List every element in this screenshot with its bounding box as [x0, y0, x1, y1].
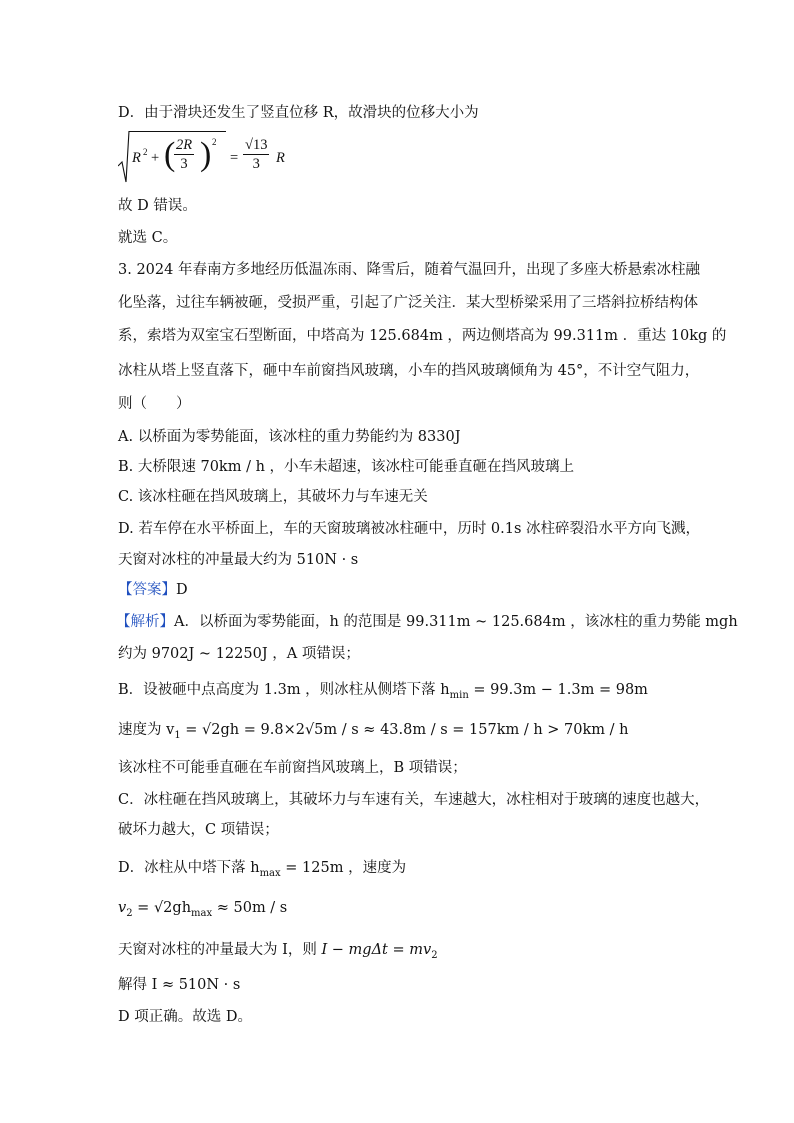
answer-label: 【答案】 [118, 582, 176, 598]
analysis-b1: B．设被砸中点高度为 1.3m ，则冰柱从侧塔下落 h [118, 682, 450, 698]
formula-rhs-fraction [243, 136, 269, 173]
formula-equals: = [230, 150, 239, 166]
analysis-d-line-5: D 项正确。故选 D。 [118, 1009, 252, 1025]
analysis-b-line-1 [118, 680, 648, 706]
option-c: C. 该冰柱砸在挡风玻璃上，其破坏力与车速无关 [118, 489, 428, 505]
analysis-d2-eq: = √2gh [132, 900, 192, 916]
option-a: A. 以桥面为零势能面，该冰柱的重力势能约为 8330J [118, 429, 461, 445]
question-line-3: 系，索塔为双室宝石型断面，中塔高为 125.684m ，两边侧塔高为 99.311m ．重达 10kg 的 [118, 328, 727, 344]
analysis-b2-pre: 速度为 v [118, 722, 175, 738]
formula-lparen: ( [164, 136, 176, 173]
analysis-d2-tail: ≈ 50m / s [212, 900, 288, 916]
formula-fraction-den: 3 [180, 156, 188, 172]
analysis-d1-tail: = 125m ，速度为 [280, 860, 407, 876]
analysis-a-line-2: 约为 9702J ~ 12250J ，A 项错误； [118, 646, 360, 662]
analysis-c-line-2: 破坏力越大，C 项错误； [118, 822, 279, 838]
prev-choose: 就选 C。 [118, 230, 178, 246]
analysis-d3-eq: I − mgΔt = mv [321, 942, 432, 958]
radical-sign [118, 130, 130, 184]
option-b: B. 大桥限速 70km / h ，小车未超速，该冰柱可能垂直砸在挡风玻璃上 [118, 459, 575, 475]
analysis-d3-sub: 2 [431, 949, 438, 961]
formula-exp-b: 2 [212, 137, 217, 147]
formula-exp-a: 2 [143, 147, 148, 157]
analysis-d-line-1 [118, 858, 406, 884]
analysis-d-line-3 [118, 940, 438, 966]
analysis-b-line-2 [118, 720, 628, 746]
formula-rhs-num: √13 [245, 137, 268, 153]
analysis-b-line-3: 该冰柱不可能垂直砸在车前窗挡风玻璃上，B 项错误； [118, 760, 467, 776]
formula-rparen: ) [200, 136, 212, 173]
analysis-a1: A．以桥面为零势能面，h 的范围是 99.311m ~ 125.684m ，该冰柱的重力势能 mgh [174, 614, 738, 630]
question-line-2: 化坠落，过往车辆被砸，受损严重，引起了广泛关注．某大型桥梁采用了三塔斜拉桥结构体 [118, 295, 698, 311]
analysis-c-line-1: C．冰柱砸在挡风玻璃上，其破坏力与车速有关，车速越大，冰柱相对于玻璃的速度也越大， [118, 792, 710, 808]
formula-rhs-r: R [276, 150, 285, 166]
prev-d-intro: D．由于滑块还发生了竖直位移 R，故滑块的位移大小为 [118, 105, 479, 121]
analysis-d1-sub: max [259, 867, 281, 879]
formula-fraction [174, 136, 194, 173]
answer [118, 580, 188, 600]
analysis-d-line-2 [118, 898, 287, 924]
formula-rhs-den: 3 [252, 156, 260, 172]
answer-value: D [176, 582, 188, 598]
formula-fraction-num: 2R [176, 137, 193, 153]
question-line-1: 3. 2024 年春南方多地经历低温冻雨、降雪后，随着气温回升，出现了多座大桥悬索冰柱融 [118, 262, 700, 278]
analysis-d2-sub: 2 [126, 907, 133, 919]
analysis-d3-pre: 天窗对冰柱的冲量最大为 I，则 [118, 942, 322, 958]
analysis-b1-tail: = 99.3m − 1.3m = 98m [468, 682, 648, 698]
formula-plus: + [151, 150, 160, 166]
question-line-4: 冰柱从塔上竖直落下，砸中车前窗挡风玻璃，小车的挡风玻璃倾角为 45°，不计空气阻力， [118, 363, 700, 379]
analysis-label: 【解析】 [116, 614, 174, 630]
option-d-line-2: 天窗对冰柱的冲量最大约为 510N · s [118, 552, 359, 568]
option-d-line-1: D. 若车停在水平桥面上，车的天窗玻璃被冰柱砸中，历时 0.1s 冰柱碎裂沿水平方向飞溅， [118, 521, 701, 537]
analysis-a-line-1 [116, 612, 738, 632]
analysis-b2-eq: = √2gh = 9.8×2√5m / s ≈ 43.8m / s = 157km / h > 70km / h [180, 722, 629, 738]
analysis-d-line-4: 解得 I ≈ 510N · s [118, 977, 241, 993]
question-line-5: 则（ ） [118, 396, 191, 412]
analysis-d2-sub2: max [191, 907, 213, 919]
analysis-b1-sub: min [449, 689, 469, 701]
analysis-d2-pre: v [118, 900, 127, 916]
formula-r: R [132, 150, 141, 166]
analysis-d1-pre: D．冰柱从中塔下落 h [118, 860, 260, 876]
analysis-b2-sub: 1 [174, 729, 181, 741]
prev-d-wrong: 故 D 错误。 [118, 198, 197, 214]
